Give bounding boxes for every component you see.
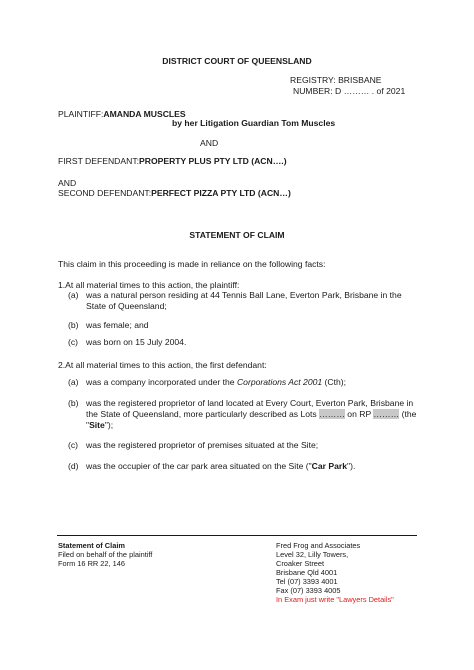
first-defendant-name: PROPERTY PLUS PTY LTD (ACN….) <box>139 156 287 166</box>
lots-placeholder: ……… <box>319 409 345 419</box>
p2-b-quote-close: "); <box>104 420 114 430</box>
court-name: DISTRICT COURT OF QUEENSLAND <box>162 56 312 66</box>
p1-a-text: was a natural person residing at 44 Tennis Ball Lane, Everton Park, Brisbane in the State of Queensland; <box>86 290 402 311</box>
and-separator-1: AND <box>200 138 219 148</box>
p2-a-text-start: was a company incorporated under the <box>86 377 237 387</box>
firm-telephone: Tel (07) 3393 4001 <box>276 577 338 586</box>
document-title: STATEMENT OF CLAIM <box>189 230 285 240</box>
second-defendant-label: SECOND DEFENDANT: <box>58 188 152 198</box>
p1-b-letter: (b) <box>68 320 79 330</box>
p2-a-letter: (a) <box>68 377 79 387</box>
registry-label: REGISTRY: BRISBANE <box>290 75 382 85</box>
p2-a-text-end: (Cth); <box>322 377 347 387</box>
firm-fax: Fax (07) 3393 4005 <box>276 586 341 595</box>
footer-divider <box>57 535 417 536</box>
first-defendant-label: FIRST DEFENDANT: <box>58 156 140 166</box>
rp-placeholder: ……… <box>373 409 400 419</box>
p2-d-text-start: was the occupier of the car park area situated on the Site (" <box>86 461 312 471</box>
p2-d-text <box>86 461 355 472</box>
intro-text: This claim in this proceeding is made in reliance on the following facts: <box>58 259 326 269</box>
plaintiff-label: PLAINTIFF: <box>58 109 104 119</box>
p1-c-text: was born on 15 July 2004. <box>86 337 187 347</box>
and-separator-2: AND <box>58 178 77 188</box>
second-defendant-line <box>58 188 291 199</box>
site-term: Site <box>89 420 105 430</box>
paragraph-1-head: 1.At all material times to this action, the plaintiff: <box>58 280 240 290</box>
p1-c-letter: (c) <box>68 337 79 347</box>
p2-b-text <box>86 398 420 431</box>
p2-b-text-start: was the registered proprietor of land located at Every Court, Everton Park, Brisbane in the State of Queensland, more particularly described as Lots <box>86 398 414 419</box>
p2-b-quote-open: (the " <box>86 409 417 430</box>
firm-address-2: Croaker Street <box>276 559 325 568</box>
car-park-term: Car Park <box>311 461 348 471</box>
p2-c-letter: (c) <box>68 440 79 450</box>
p2-a-text <box>86 377 346 388</box>
paragraph-2-head: 2.At all material times to this action, the first defendant: <box>58 360 267 370</box>
footer-document-title: Statement of Claim <box>58 541 125 550</box>
plaintiff-line <box>58 109 186 120</box>
exam-note: In Exam just write "Lawyers Details" <box>276 595 394 604</box>
p2-c-text: was the registered proprietor of premises situated at the Site; <box>86 440 319 450</box>
second-defendant-name: PERFECT PIZZA PTY LTD (ACN…) <box>151 188 291 198</box>
p2-d-text-end: "). <box>347 461 356 471</box>
corporations-act: Corporations Act 2001 <box>236 377 323 387</box>
plaintiff-name: AMANDA MUSCLES <box>103 109 186 119</box>
proceeding-number: NUMBER: D ……… . of 2021 <box>293 86 406 96</box>
firm-address-3: Brisbane Qld 4001 <box>276 568 338 577</box>
p1-a-letter: (a) <box>68 290 79 300</box>
firm-address-1: Level 32, Lilly Towers, <box>276 550 349 559</box>
p2-d-letter: (d) <box>68 461 79 471</box>
firm-name: Fred Frog and Associates <box>276 541 361 550</box>
p1-b-text: was female; and <box>86 320 149 330</box>
p2-b-text-mid: on RP <box>344 409 374 419</box>
footer-filed-on-behalf: Filed on behalf of the plaintiff <box>58 550 153 559</box>
first-defendant-line <box>58 156 287 167</box>
litigation-guardian: by her Litigation Guardian Tom Muscles <box>172 118 336 128</box>
p2-b-letter: (b) <box>68 398 79 408</box>
footer-form-number: Form 16 RR 22, 146 <box>58 559 125 568</box>
